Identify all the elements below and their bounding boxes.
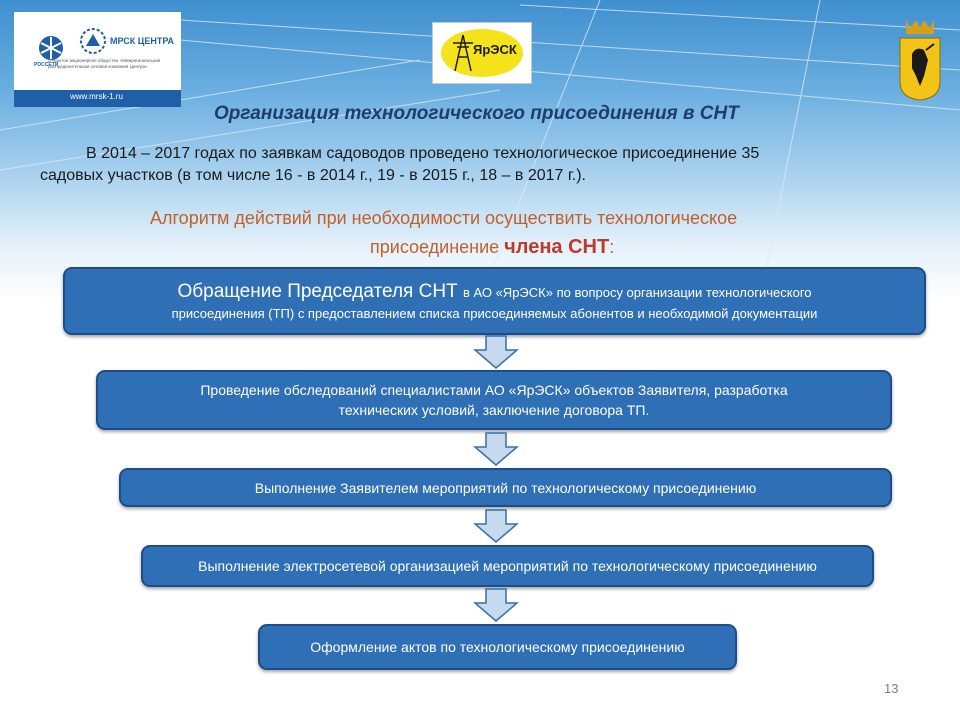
step-1-small-text: в АО «ЯрЭСК» по вопросу организации технологического	[462, 285, 812, 300]
step-3-box: Выполнение Заявителем мероприятий по технологическому присоединению	[119, 468, 892, 507]
yaresk-logo	[432, 22, 532, 84]
algorithm-line-2-bold: члена СНТ	[504, 236, 610, 258]
algorithm-line-2-suffix: :	[609, 237, 615, 257]
website-url: www.mrsk-1.ru	[14, 90, 181, 104]
algorithm-line-2	[150, 233, 870, 262]
step-1-box	[63, 267, 926, 335]
logo-subtitle: Открытое акционерное общество «Межрегиональная распределительная сетевая компания Центра»	[48, 58, 161, 69]
step-2-box	[96, 370, 892, 430]
step-1-big-text: Обращение Председателя СНТ	[177, 281, 463, 302]
slide-title: Организация технологического присоединения в СНТ	[214, 103, 739, 124]
mrsk-label: МРСК ЦЕНТРА	[110, 36, 175, 46]
down-arrow-icon	[473, 335, 519, 369]
step-1-line-2: присоединения (ТП) с предоставлением списка присоединяемых абонентов и необходимой документации	[171, 306, 818, 321]
down-arrow-icon	[473, 509, 519, 543]
step-2-line-2: технических условий, заключение договора ТП.	[338, 402, 650, 418]
step-4-box: Выполнение электросетевой организацией мероприятий по технологическому присоединению	[141, 545, 874, 587]
intro-line-1: В 2014 – 2017 годах по заявкам садоводов проведено технологическое присоединение 35	[86, 145, 760, 162]
page-number: 13	[884, 681, 899, 696]
rosseti-label: РОССЕТИ	[34, 62, 59, 68]
algorithm-line-2-prefix: присоединение	[370, 237, 505, 257]
down-arrow-icon	[473, 432, 519, 466]
step-5-box: Оформление актов по технологическому присоединению	[258, 624, 737, 670]
step-1-line-1	[177, 281, 811, 303]
intro-line-2: садовых участков (в том числе 16 - в 2014 г., 19 - в 2015 г., 18 – в 2017 г.).	[40, 167, 586, 184]
algorithm-heading	[150, 204, 870, 262]
intro-paragraph	[40, 143, 920, 187]
mrsk-icon	[78, 26, 108, 56]
down-arrow-icon	[473, 588, 519, 622]
coat-of-arms-icon	[896, 16, 944, 102]
algorithm-line-1: Алгоритм действий при необходимости осуществить технологическое	[150, 208, 738, 228]
step-2-line-1: Проведение обследований специалистами АО «ЯрЭСК» объектов Заявителя, разработка	[200, 382, 788, 398]
power-pylon-icon	[451, 33, 475, 73]
yaresk-label: ЯрЭСК	[473, 42, 517, 57]
